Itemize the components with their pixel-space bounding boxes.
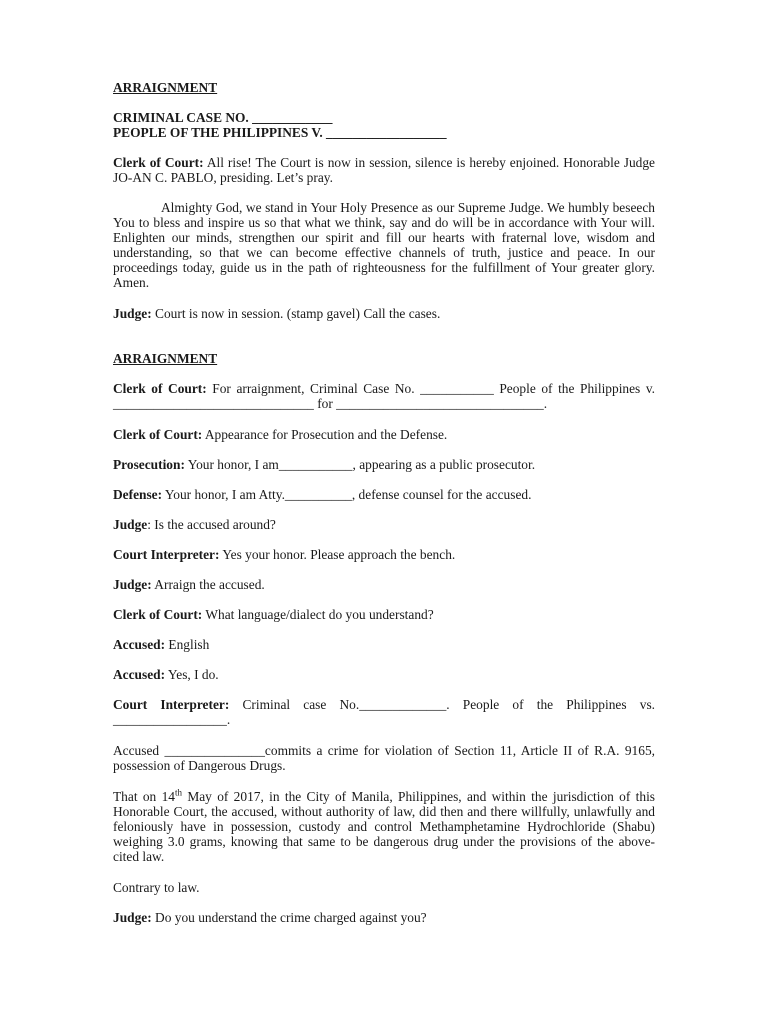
criminal-case-line: CRIMINAL CASE NO. ____________: [113, 110, 333, 125]
speaker-label: Judge:: [113, 910, 152, 925]
dialogue-text: Appearance for Prosecution and the Defense.: [202, 427, 448, 442]
final-question: [113, 910, 655, 925]
opening-text: All rise! The Court is now in session, silence is hereby enjoined. Honorable Judge JO-AN C. PABLO, presiding. Let’s pray.: [113, 155, 656, 185]
dialogue-line: [113, 427, 655, 442]
contrary-to-law: Contrary to law.: [113, 880, 200, 895]
dialogue-text: Yes your honor. Please approach the bench.: [219, 547, 456, 562]
final-question-text: Do you understand the crime charged against you?: [151, 910, 427, 925]
speaker-label: Judge: [113, 517, 148, 532]
dialogue-line: [113, 637, 655, 652]
judge-open-paragraph: [113, 306, 655, 321]
heading-arraignment-second: ARRAIGNMENT: [113, 351, 218, 366]
dialogue-line: [113, 577, 655, 592]
speaker-label: Clerk of Court:: [113, 155, 204, 170]
dialogue-text: English: [165, 637, 210, 652]
speaker-label: Accused:: [113, 637, 166, 652]
speaker-label: Prosecution:: [113, 457, 185, 472]
facts-superscript: th: [174, 787, 182, 798]
dialogue-line: [113, 517, 655, 532]
dialogue-line: [113, 607, 655, 622]
speaker-label: Court Interpreter:: [113, 697, 230, 712]
speaker-label: Clerk of Court:: [113, 607, 203, 622]
dialogue-text: For arraignment, Criminal Case No. ___________ People of the Philippines v. ______________________________ for _______________________________.: [113, 381, 656, 411]
dialogue-line: [113, 381, 655, 411]
charge-paragraph: Accused _______________commits a crime for violation of Section 11, Article II of R.A. 9165, possession of Dangerous Drugs.: [113, 743, 655, 773]
people-line: PEOPLE OF THE PHILIPPINES V. __________________: [113, 125, 447, 140]
dialogue-text: Criminal case No._____________. People of the Philippines vs. _________________.: [113, 697, 655, 727]
facts-prefix: That on 14: [113, 789, 175, 804]
judge-open-text: Court is now in session. (stamp gavel) Call the cases.: [151, 306, 441, 321]
speaker-label: Accused:: [113, 667, 166, 682]
dialogue-text: : Is the accused around?: [147, 517, 276, 532]
speaker-label: Clerk of Court:: [113, 381, 207, 396]
dialogue-line: [113, 667, 655, 682]
speaker-label: Judge:: [113, 306, 152, 321]
opening-paragraph: [113, 155, 655, 185]
dialogue-line: [113, 487, 655, 502]
dialogue-text: Your honor, I am Atty.__________, defense counsel for the accused.: [162, 487, 532, 502]
dialogue-text: Your honor, I am___________, appearing as a public prosecutor.: [184, 457, 536, 472]
speaker-label: Court Interpreter:: [113, 547, 220, 562]
prayer-paragraph: Almighty God, we stand in Your Holy Presence as our Supreme Judge. We humbly beseech You to bless and inspire us so that what we think, say and do will be in accordance with Your will. Enlighten our minds, strengthen our spirit and fill our hearts with fraternal love, wisdom and understanding, so that we can become effective channels of truth, justice and peace. In our proceedings today, guide us in the path of righteousness for the fulfillment of Your greater glory. Amen.: [113, 200, 655, 290]
dialogue-text: Yes, I do.: [165, 667, 219, 682]
speaker-label: Clerk of Court:: [113, 427, 203, 442]
speaker-label: Defense:: [113, 487, 163, 502]
dialogue-line: [113, 457, 655, 472]
facts-rest: May of 2017, in the City of Manila, Philippines, and within the jurisdiction of this Honorable Court, the accused, without authority of law, did then and there willfully, unlawfully and feloniously have in possession, custody and control Methamphetamine Hydrochloride (Shabu) weighing 3.0 grams, knowing that same to be dangerous drug under the provisions of the above-cited law.: [113, 789, 656, 864]
facts-paragraph: [113, 789, 655, 864]
heading-arraignment-top: ARRAIGNMENT: [113, 80, 218, 95]
dialogue-line: [113, 697, 655, 727]
dialogue-text: Arraign the accused.: [151, 577, 265, 592]
speaker-label: Judge:: [113, 577, 152, 592]
dialogue-text: What language/dialect do you understand?: [202, 607, 434, 622]
dialogue-line: [113, 547, 655, 562]
